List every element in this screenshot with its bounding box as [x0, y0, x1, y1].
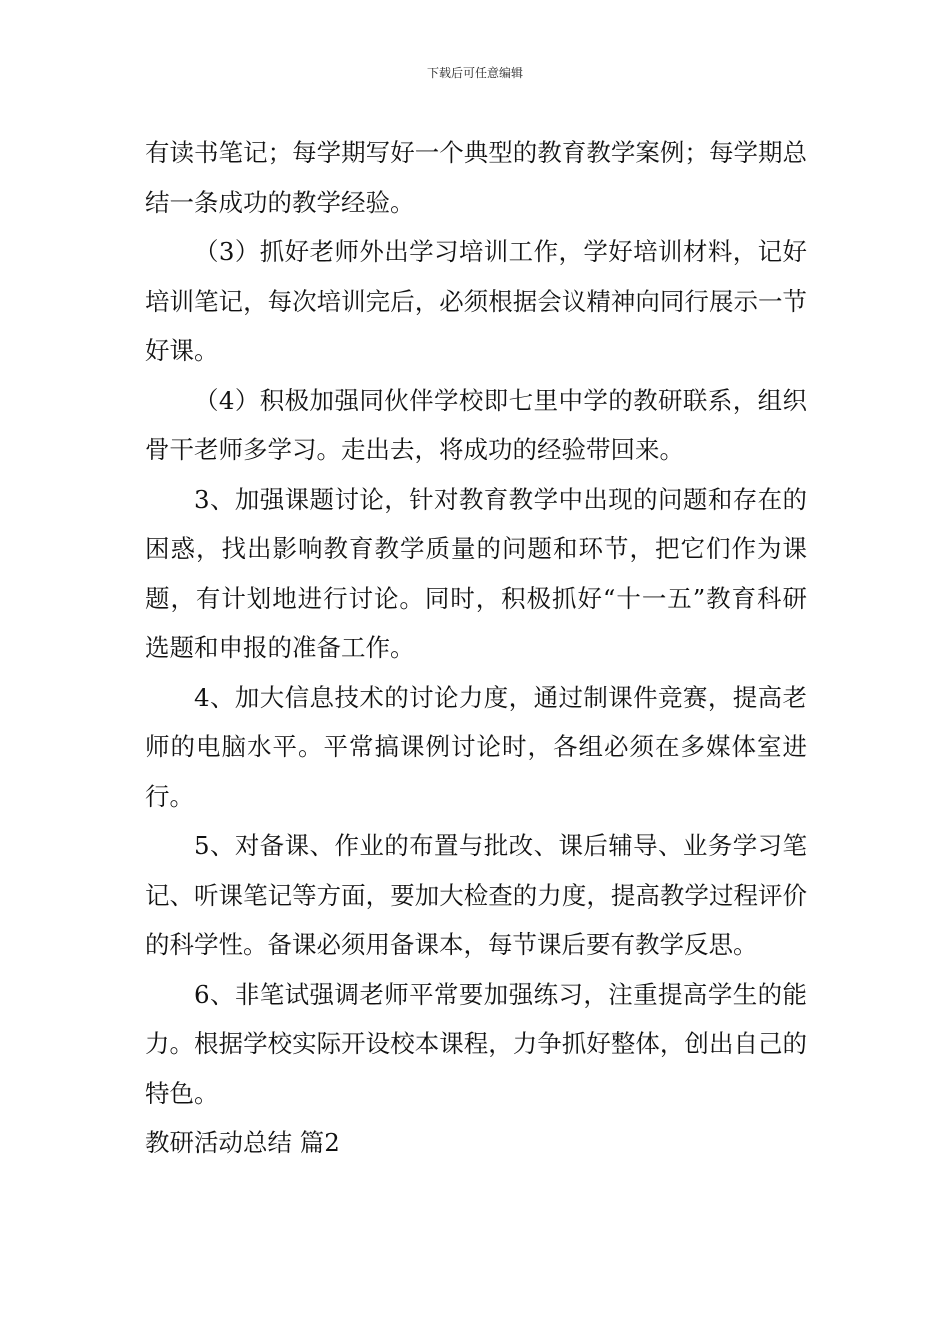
paragraph-point-4: 4、加大信息技术的讨论力度，通过制课件竞赛，提高老师的电脑水平。平常搞课例讨论时，各组必须在多媒体室进行。	[145, 682, 807, 811]
paragraph-item-4: （4）积极加强同伙伴学校即七里中学的教研联系，组织骨干老师多学习。走出去，将成功的经验带回来。	[145, 385, 807, 464]
document-body	[145, 128, 807, 1168]
paragraph-item-3: （3）抓好老师外出学习培训工作，学好培训材料，记好培训笔记，每次培训完后，必须根据会议精神向同行展示一节好课。	[145, 237, 807, 365]
paragraph-continued: 有读书笔记；每学期写好一个典型的教育教学案例；每学期总结一条成功的教学经验。	[145, 138, 807, 217]
section-heading: 教研活动总结 篇2	[145, 1128, 340, 1157]
paragraph-point-5: 5、对备课、作业的布置与批改、课后辅导、业务学习笔记、听课笔记等方面，要加大检查的力度，提高教学过程评价的科学性。备课必须用备课本，每节课后要有教学反思。	[145, 831, 807, 959]
page-header: 下载后可任意编辑	[426, 66, 523, 80]
paragraph-point-6: 6、非笔试强调老师平常要加强练习，注重提高学生的能力。根据学校实际开设校本课程，力争抓好整体，创出自己的特色。	[145, 979, 807, 1108]
paragraph-point-3: 3、加强课题讨论，针对教育教学中出现的问题和存在的困惑，找出影响教育教学质量的问题和环节，把它们作为课题，有计划地进行讨论。同时，积极抓好“十一五”教育科研选题和申报的准备工作。	[145, 484, 807, 662]
